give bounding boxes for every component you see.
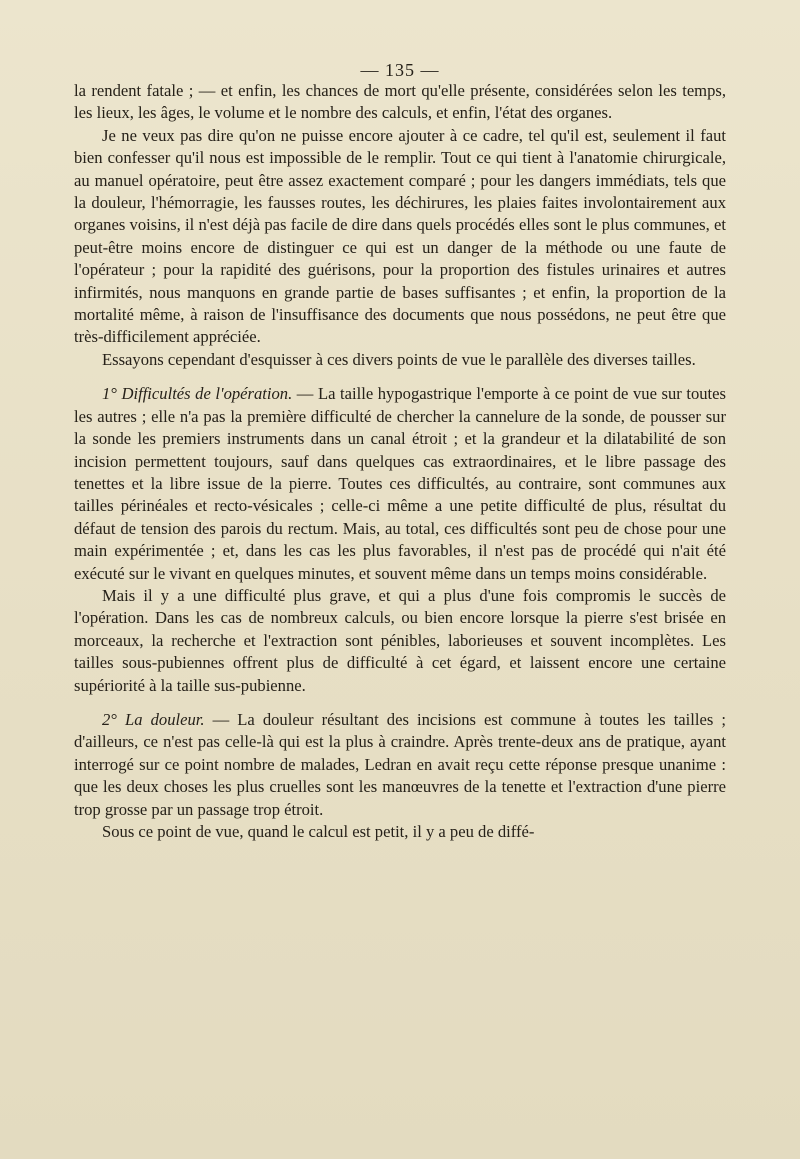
- paragraph: Sous ce point de vue, quand le calcul est petit, il y a peu de diffé-: [102, 822, 535, 841]
- section-paragraph: [74, 383, 726, 585]
- paragraph: Mais il y a une difficulté plus grave, et qui a plus d'une fois compromis le succès de l'opération. Dans les cas de nombreux calculs, ou bien encore lorsque la pierre s'est brisée en morceaux, la recherche et l'extraction sont pénibles, laborieuses et souvent incomplètes. Les tailles sous-pubiennes offrent plus de difficulté à cet égard, et laissent encore une certaine supériorité à la taille sus-pubienne.: [74, 585, 726, 695]
- page-body: [74, 80, 726, 843]
- section-heading: 1° Difficultés de l'opération.: [102, 384, 293, 404]
- page-number: — 135 —: [360, 60, 440, 80]
- paragraph: Essayons cependant d'esquisser à ces divers points de vue le parallèle des diverses tailles.: [102, 349, 696, 369]
- paragraph: la rendent fatale ; — et enfin, les chances de mort qu'elle présente, considérées selon les temps, les lieux, les âges, le volume et le nombre des calculs, et enfin, l'état des organes.: [74, 81, 726, 123]
- paragraph: Je ne veux pas dire qu'on ne puisse encore ajouter à ce cadre, tel qu'il est, seulement il faut bien confesser qu'il nous est impossible de le remplir. Tout ce qui tient à l'anatomie chirurgicale, au manuel opératoire, peut être assez exactement comparé ; pour les dangers immédiats, tels que la douleur, l'hémorragie, les fausses routes, les déchirures, les plaies faites involontairement aux organes voisins, il n'est déjà pas facile de dire dans quels procédés elles sont le plus communes, et peut-être moins encore de distinguer ce qui est un danger de la méthode ou une faute de l'opérateur ; pour la rapidité des guérisons, pour la proportion des fistules urinaires et autres infirmités, nous manquons en grande partie de bases suffisantes ; et enfin, la proportion de la mortalité même, à raison de l'insuffisance des documents que nous possédons, ne peut être que très-difficilement appréciée.: [74, 125, 726, 347]
- paragraph-text: — La douleur résultant des incisions est commune à toutes les tailles ; d'ailleurs, ce n'est pas celle-là qui est la plus à craindre. Après trente-deux ans de pratique, ayant interrogé sur ce point nombre de malades, Ledran en avait reçu cette réponse presque unanime : que les deux choses les plus cruelles sont les manœuvres de la tenette et l'extraction d'une pierre trop grosse par un passage trop étroit.: [74, 709, 727, 819]
- section-heading: 2° La douleur.: [102, 709, 205, 729]
- paragraph-text: — La taille hypogastrique l'emporte à ce point de vue sur toutes les autres ; elle n'a pas la première difficulté de chercher la cannelure de la sonde, de pousser sur la sonde les premiers instruments dans un canal étroit ; et la grandeur et la dilatabilité de son incision permettent toujours, sauf dans quelques cas extraordinaires, et le libre passage des tenettes et la libre issue de la pierre. Toutes ces difficultés, au contraire, sont communes aux tailles périnéales et recto-vésicales ; celle-ci même a une petite difficulté de plus, résultat du défaut de tension des parois du rectum. Mais, au total, ces difficultés sont peu de chose pour une main expérimentée ; et, dans les cas les plus favorables, il n'est pas de procédé qui n'ait été exécuté sur le vivant en quelques minutes, et souvent même dans un temps moins considérable.: [74, 384, 726, 583]
- section-paragraph: [74, 709, 726, 821]
